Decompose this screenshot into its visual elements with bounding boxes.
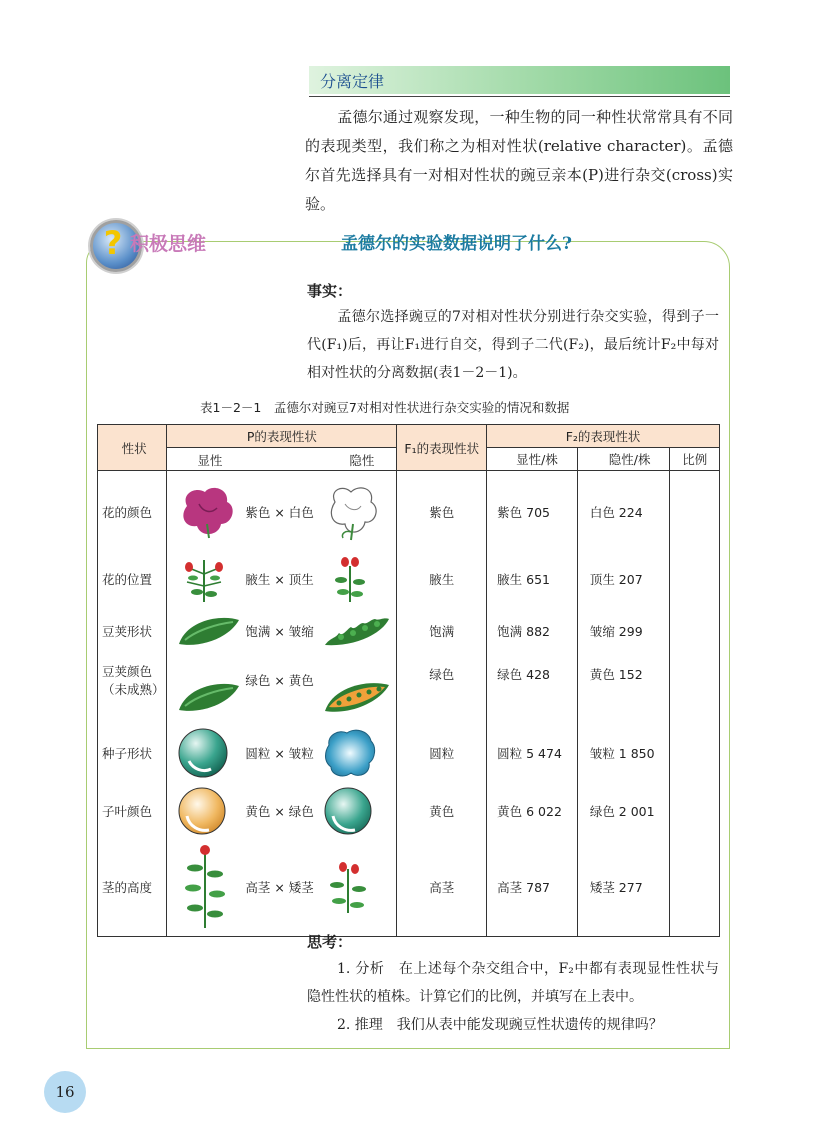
facts-heading: 事实： [307, 282, 353, 300]
question-1: 1. 分析 在上述每个杂交组合中，F₂中都有表现显性性状与隐性性状的植株。计算它们的比例，并填写在上表中。 [307, 961, 719, 1005]
row-f1: 紫色 [397, 471, 487, 553]
row-f1: 黄色 [397, 783, 487, 839]
row-f2-dominant: 紫色 705 [487, 471, 578, 553]
row-f2-dominant: 圆粒 5 474 [487, 723, 578, 783]
row-cross-text: 紫色 × 白色 [245, 504, 314, 520]
row-f1: 饱满 [397, 605, 487, 657]
row-trait-line1: 豆荚颜色 [102, 663, 153, 679]
row-trait-line2: （未成熟） [102, 681, 165, 697]
header-ratio: 比例 [670, 448, 720, 471]
row-f2-recessive: 黄色 152 [577, 657, 670, 723]
row-cross [167, 553, 397, 605]
terminal-flower-plant-icon [323, 554, 377, 604]
table-row [98, 471, 720, 553]
think-question: 孟德尔的实验数据说明了什么? [341, 234, 572, 254]
row-cross-text: 腋生 × 顶生 [245, 571, 314, 587]
row-f1: 绿色 [397, 657, 487, 723]
row-f2-dominant: 黄色 6 022 [487, 783, 578, 839]
dwarf-stem-plant-icon [323, 859, 373, 915]
row-ratio[interactable] [670, 783, 720, 839]
table-row [98, 553, 720, 605]
row-f2-recessive: 矮茎 277 [577, 839, 670, 937]
constricted-pod-icon [323, 613, 391, 649]
header-p-dominant: 显性 [197, 453, 223, 468]
row-cross [167, 605, 397, 657]
intro-paragraph: 孟德尔通过观察发现，一种生物的同一种性状常常具有不同的表现类型，我们称之为相对性状(relative character)。孟德尔首先选择具有一对相对性状的豌豆亲本(P)进行杂交(cross)实验。 [305, 108, 733, 213]
table-row [98, 723, 720, 783]
row-cross [167, 839, 397, 937]
header-f1: F₁的表现性状 [397, 425, 487, 471]
yellow-cotyledon-icon [177, 786, 227, 836]
row-trait: 茎的高度 [98, 839, 167, 937]
row-trait: 花的颜色 [98, 471, 167, 553]
table-caption: 表1－2－1 孟德尔对豌豆7对相对性状进行杂交实验的情况和数据 [200, 400, 570, 415]
header-f2-recessive: 隐性/株 [577, 448, 670, 471]
table-row [98, 657, 720, 723]
purple-flower-icon [177, 484, 239, 540]
row-f2-dominant: 高茎 787 [487, 839, 578, 937]
row-trait: 豆荚形状 [98, 605, 167, 657]
wrinkled-seed-icon [323, 727, 377, 779]
row-f2-dominant: 腋生 651 [487, 553, 578, 605]
data-table [97, 424, 720, 937]
yellow-pod-icon [323, 679, 391, 715]
table-row [98, 783, 720, 839]
facts-text: 孟德尔选择豌豆的7对相对性状分别进行杂交实验，得到子一代(F₁)后，再让F₁进行自交，得到子二代(F₂)，最后统计F₂中每对相对性状的分离数据(表1－2－1)。 [307, 309, 719, 381]
row-cross [167, 471, 397, 553]
row-f1: 高茎 [397, 839, 487, 937]
row-f2-dominant: 饱满 882 [487, 605, 578, 657]
header-p-recessive: 隐性 [349, 453, 375, 468]
row-trait: 种子形状 [98, 723, 167, 783]
axial-flower-plant-icon [177, 554, 231, 604]
row-ratio[interactable] [670, 605, 720, 657]
row-trait [98, 657, 167, 723]
row-f2-recessive: 绿色 2 001 [577, 783, 670, 839]
question-mark-glyph: ? [103, 224, 123, 262]
green-pod-icon [177, 680, 241, 714]
row-cross-text: 高茎 × 矮茎 [245, 880, 314, 896]
table-row [98, 605, 720, 657]
question-2: 2. 推理 我们从表中能发现豌豆性状遗传的规律吗？ [337, 1017, 663, 1033]
section-rule [309, 96, 730, 97]
section-title: 分离定律 [320, 72, 385, 91]
row-cross [167, 723, 397, 783]
row-cross-text: 圆粒 × 皱粒 [245, 745, 314, 761]
tall-stem-plant-icon [181, 844, 229, 930]
full-pod-icon [177, 614, 241, 648]
row-ratio[interactable] [670, 657, 720, 723]
white-flower-icon [323, 482, 385, 542]
row-cross [167, 783, 397, 839]
row-cross [167, 657, 397, 723]
green-cotyledon-icon [323, 786, 373, 836]
row-f1: 腋生 [397, 553, 487, 605]
think-heading: 思考： [307, 933, 353, 951]
row-ratio[interactable] [670, 839, 720, 937]
header-trait: 性状 [98, 425, 167, 471]
think-label: 积极思维 [130, 233, 207, 255]
header-f2: F₂的表现性状 [487, 425, 720, 448]
row-trait: 子叶颜色 [98, 783, 167, 839]
header-p: P的表现性状 [167, 425, 397, 448]
round-seed-icon [177, 727, 229, 779]
think-header-line [217, 241, 337, 242]
row-f2-recessive: 皱缩 299 [577, 605, 670, 657]
row-f2-recessive: 顶生 207 [577, 553, 670, 605]
row-trait: 花的位置 [98, 553, 167, 605]
table-row [98, 839, 720, 937]
row-ratio[interactable] [670, 723, 720, 783]
header-p-sub [167, 448, 397, 471]
row-cross-text: 绿色 × 黄色 [245, 672, 314, 688]
row-f1: 圆粒 [397, 723, 487, 783]
header-f2-dominant: 显性/株 [487, 448, 578, 471]
row-ratio[interactable] [670, 553, 720, 605]
row-f2-recessive: 白色 224 [577, 471, 670, 553]
row-ratio[interactable] [670, 471, 720, 553]
row-f2-dominant: 绿色 428 [487, 657, 578, 723]
page-number: 16 [55, 1083, 75, 1101]
row-cross-text: 饱满 × 皱缩 [245, 623, 314, 639]
row-cross-text: 黄色 × 绿色 [245, 803, 314, 819]
row-f2-recessive: 皱粒 1 850 [577, 723, 670, 783]
